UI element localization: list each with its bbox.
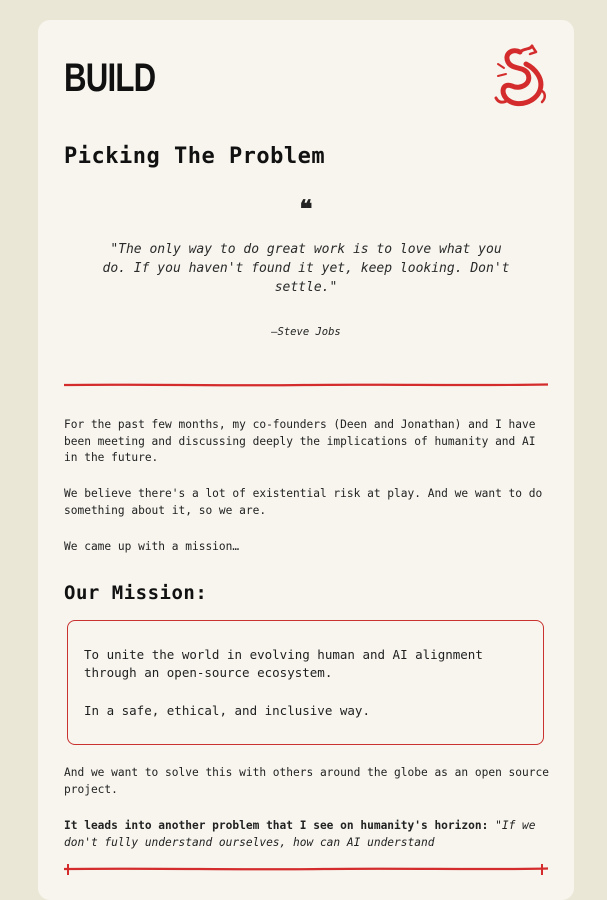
build-logo[interactable]: BUILD (64, 56, 156, 100)
article-card (38, 20, 574, 900)
intro-paragraph-2: We believe there's a lot of existential risk at play. And we want to do something about it, so we are. (64, 487, 543, 517)
closing-paragraph-2 (64, 818, 550, 851)
intro-paragraph-3: We came up with a mission… (64, 540, 240, 553)
mission-box (67, 620, 544, 745)
mission-heading: Our Mission: (64, 582, 208, 604)
intro-paragraph-1: For the past few months, my co-founders (Deen and Jonathan) and I have been meeting and discussing deeply the implications of humanity and AI in the future. (64, 418, 536, 464)
mission-statement: To unite the world in evolving human and AI alignment through an open-source ecosystem. (84, 647, 483, 680)
quote-mark-icon: ❝ (299, 194, 313, 223)
quote-text: "The only way to do great work is to love what you do. If you haven't found it yet, keep looking. Don't settle." (102, 242, 510, 295)
closing-bold-text: It leads into another problem that I see on humanity's horizon: (64, 819, 489, 832)
divider-bottom (64, 863, 548, 877)
page-title: Picking The Problem (64, 144, 326, 169)
closing-paragraph-1: And we want to solve this with others around the globe as an open source project. (64, 766, 549, 796)
dragon-logo-icon (490, 44, 548, 112)
divider-top (64, 381, 548, 389)
quote-author: —Steve Jobs (271, 326, 341, 338)
closing-italic-quote: "If we don't fully understand ourselves, how can AI understand (64, 819, 536, 849)
mission-values: In a safe, ethical, and inclusive way. (84, 703, 370, 718)
